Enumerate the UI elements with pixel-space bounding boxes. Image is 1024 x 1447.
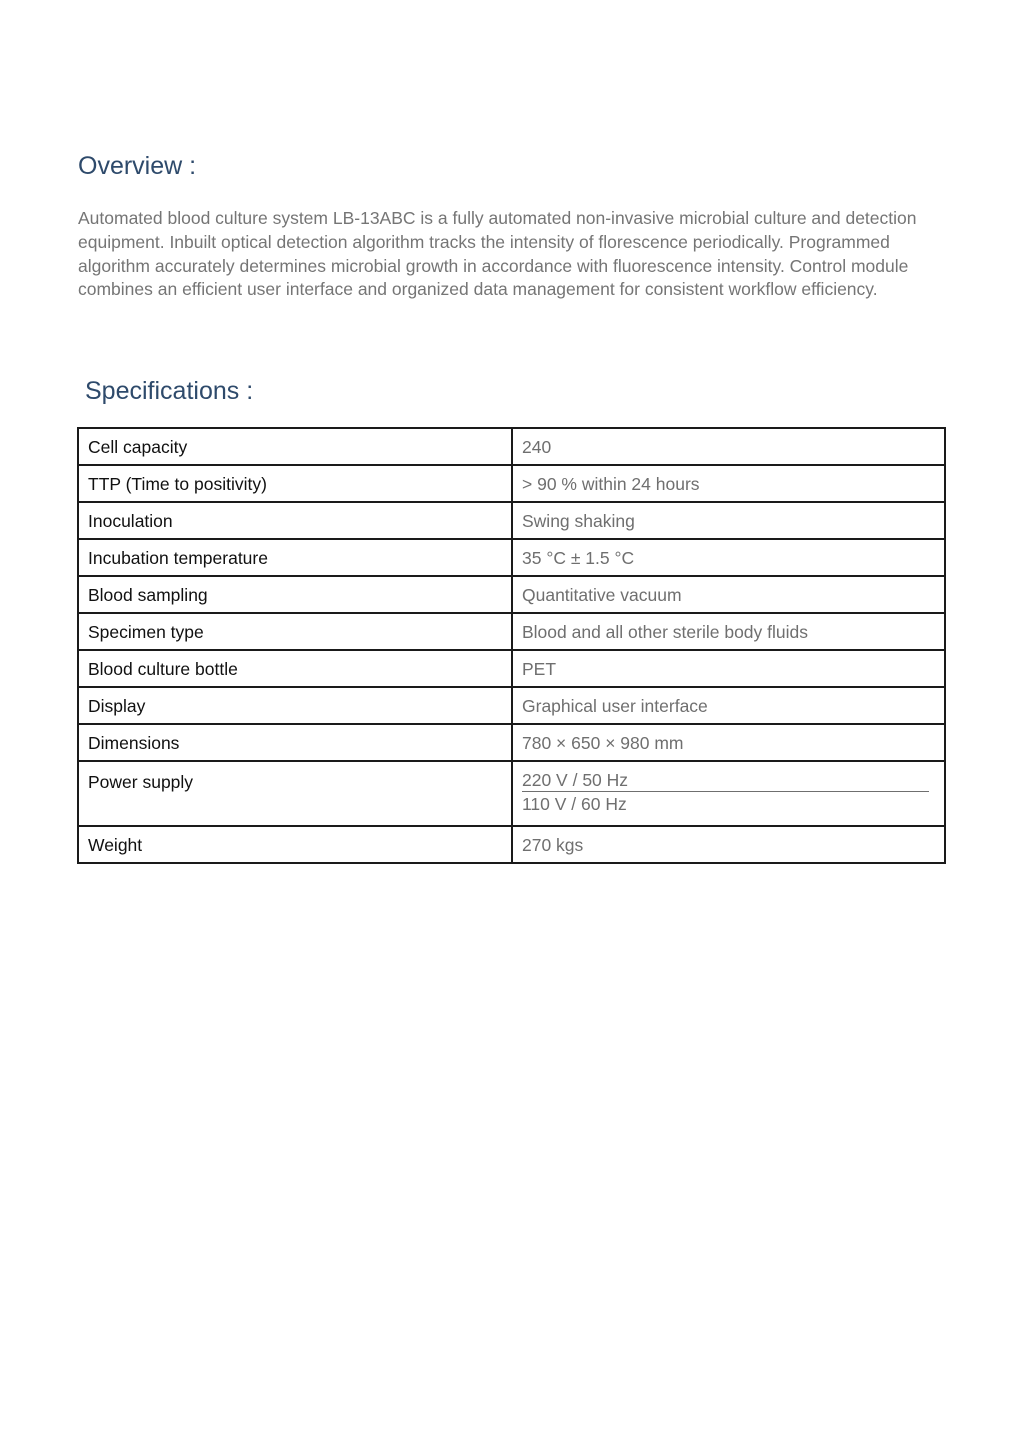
spec-value: PET	[512, 650, 945, 687]
table-row	[78, 826, 945, 863]
spec-value: 270 kgs	[512, 826, 945, 863]
table-row	[78, 724, 945, 761]
spec-value: 35 °C ± 1.5 °C	[512, 539, 945, 576]
spec-label: Incubation temperature	[78, 539, 512, 576]
overview-heading: Overview :	[78, 152, 197, 180]
table-row	[78, 428, 945, 465]
spec-label: Inoculation	[78, 502, 512, 539]
spec-value: 780 × 650 × 980 mm	[512, 724, 945, 761]
spec-label: Power supply	[78, 761, 512, 826]
spec-label: TTP (Time to positivity)	[78, 465, 512, 502]
specifications-table	[77, 427, 946, 864]
spec-value: Swing shaking	[512, 502, 945, 539]
spec-label: Weight	[78, 826, 512, 863]
spec-label: Blood culture bottle	[78, 650, 512, 687]
spec-label: Specimen type	[78, 613, 512, 650]
table-row	[78, 613, 945, 650]
table-row	[78, 502, 945, 539]
table-row	[78, 465, 945, 502]
table-row	[78, 761, 945, 826]
table-row	[78, 539, 945, 576]
overview-paragraph: Automated blood culture system LB-13ABC is a fully automated non-invasive microbial culture and detection equipment. Inbuilt optical detection algorithm tracks the intensity of florescence periodically. Programmed algorithm accurately determines microbial growth in accordance with fluorescence intensity. Control module combines an efficient user interface and organized data management for consistent workflow efficiency.	[78, 208, 917, 300]
spec-label: Blood sampling	[78, 576, 512, 613]
spec-value: Quantitative vacuum	[512, 576, 945, 613]
spec-label: Display	[78, 687, 512, 724]
spec-value: Graphical user interface	[512, 687, 945, 724]
specifications-heading: Specifications :	[85, 377, 254, 405]
spec-value-line: 220 V / 50 Hz	[522, 770, 929, 792]
spec-label: Cell capacity	[78, 428, 512, 465]
spec-value: > 90 % within 24 hours	[512, 465, 945, 502]
spec-value	[512, 761, 945, 826]
table-row	[78, 576, 945, 613]
spec-value-line: 110 V / 60 Hz	[522, 794, 627, 814]
table-row	[78, 650, 945, 687]
spec-label: Dimensions	[78, 724, 512, 761]
spec-value: Blood and all other sterile body fluids	[512, 613, 945, 650]
spec-value: 240	[512, 428, 945, 465]
table-row	[78, 687, 945, 724]
